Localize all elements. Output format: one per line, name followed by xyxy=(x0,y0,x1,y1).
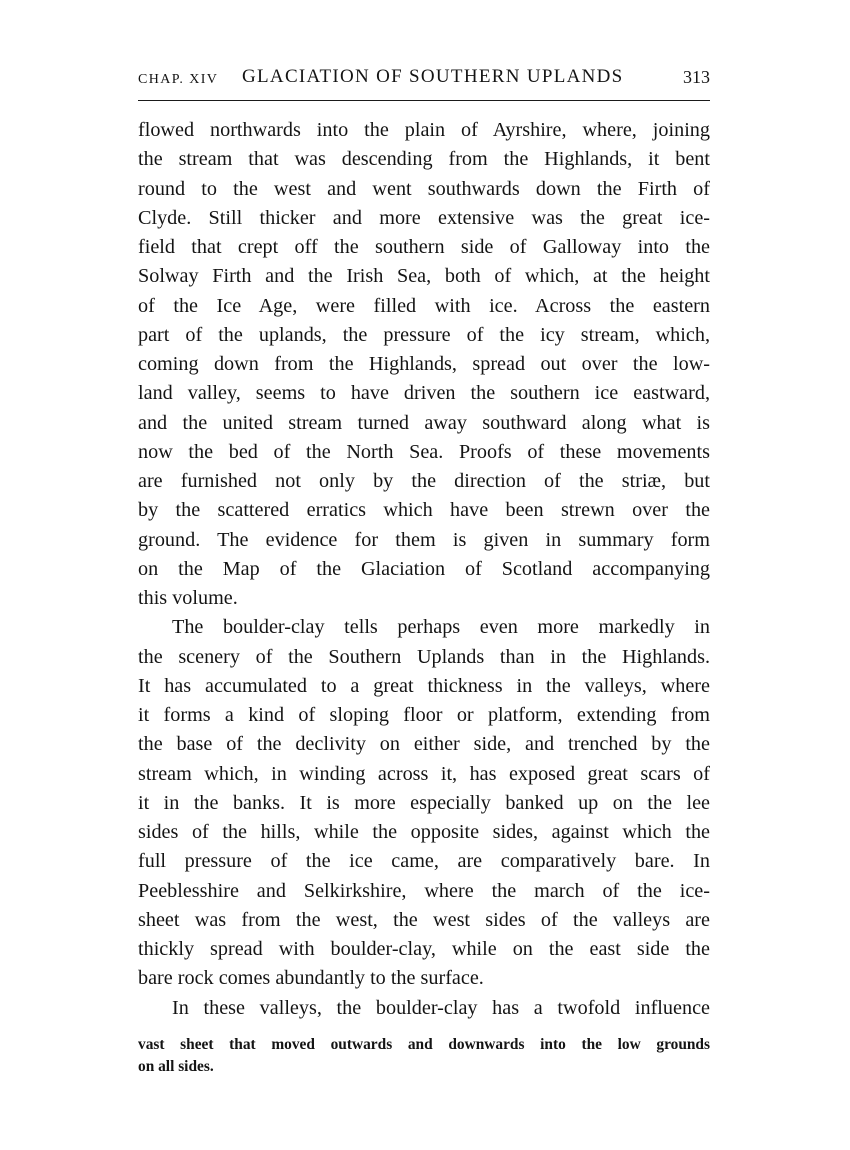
header-rule xyxy=(138,100,710,101)
text-line: sides of the hills, while the opposite sides, against which the xyxy=(138,821,710,843)
running-title: GLACIATION OF SOUTHERN UPLANDS xyxy=(242,66,624,87)
text-line: Solway Firth and the Irish Sea, both of which, at the height xyxy=(138,265,710,288)
text-line: The boulder-clay tells perhaps even more markedly in xyxy=(172,616,710,639)
running-head xyxy=(138,66,710,92)
text-line: thickly spread with boulder-clay, while on the east side the xyxy=(138,938,710,960)
text-line: are furnished not only by the direction of the striæ, but xyxy=(138,470,710,492)
text-line: It has accumulated to a great thickness in the valleys, where xyxy=(138,674,710,697)
text-line: field that crept off the southern side of Galloway into the xyxy=(138,236,710,258)
text-line: land valley, seems to have driven the southern ice eastward, xyxy=(138,382,710,405)
text-line: bare rock comes abundantly to the surface. xyxy=(138,967,484,990)
text-line: and the united stream turned away southward along what is xyxy=(138,411,710,434)
text-line: the base of the declivity on either side, and trenched by the xyxy=(138,733,710,756)
text-line: round to the west and went southwards down the Firth of xyxy=(138,177,710,200)
text-line: stream which, in winding across it, has exposed great scars of xyxy=(138,762,710,785)
text-line: the stream that was descending from the Highlands, it bent xyxy=(138,148,710,171)
body-text xyxy=(138,116,710,1023)
text-line: this volume. xyxy=(138,587,238,609)
text-line: Clyde. Still thicker and more extensive was the great ice- xyxy=(138,206,710,229)
text-line: Peeblesshire and Selkirkshire, where the march of the ice- xyxy=(138,879,710,902)
footnote-line: on all sides. xyxy=(138,1058,214,1075)
text-line: now the bed of the North Sea. Proofs of these movements xyxy=(138,440,710,463)
text-line: part of the uplands, the pressure of the icy stream, which, xyxy=(138,323,710,346)
chapter-label: CHAP. XIV xyxy=(138,72,219,87)
text-line: flowed northwards into the plain of Ayrshire, where, joining xyxy=(138,119,710,141)
page-number: 313 xyxy=(683,67,710,87)
footnote xyxy=(138,1034,710,1078)
text-line: of the Ice Age, were filled with ice. Across the eastern xyxy=(138,294,710,317)
text-line: ground. The evidence for them is given in summary form xyxy=(138,528,710,551)
text-line: it in the banks. It is more especially banked up on the lee xyxy=(138,791,710,814)
text-line: on the Map of the Glaciation of Scotland accompanying xyxy=(138,557,710,580)
text-line: it forms a kind of sloping floor or platform, extending from xyxy=(138,704,710,726)
text-line: coming down from the Highlands, spread out over the low- xyxy=(138,353,710,375)
text-line: sheet was from the west, the west sides of the valleys are xyxy=(138,908,710,931)
text-line: the scenery of the Southern Uplands than in the Highlands. xyxy=(138,645,710,668)
text-line: In these valleys, the boulder-clay has a twofold influence xyxy=(172,996,710,1019)
text-line: by the scattered erratics which have been strewn over the xyxy=(138,499,710,522)
text-line: full pressure of the ice came, are comparatively bare. In xyxy=(138,850,710,873)
footnote-line: vast sheet that moved outwards and downwards into the low grounds xyxy=(138,1036,710,1053)
